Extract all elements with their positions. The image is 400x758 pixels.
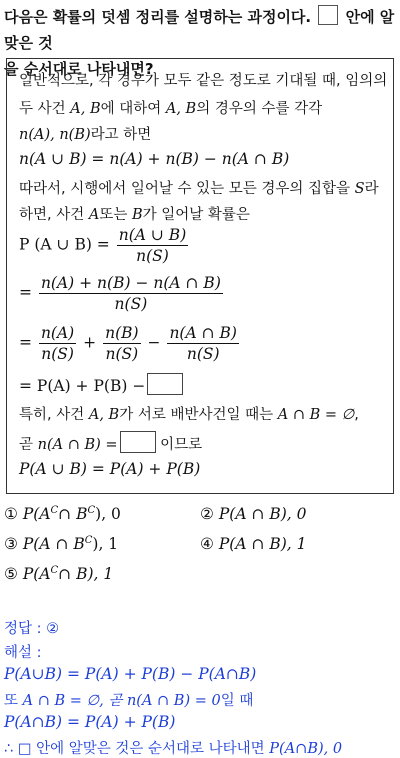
question-line1-a: 다음은 확률의 덧셈 정리를 설명하는 과정이다. bbox=[4, 8, 312, 26]
choice-4[interactable]: ④ P(A ∩ B), 1 bbox=[200, 535, 307, 553]
box-line-13: P(A ∪ B) = P(A) + P(B) bbox=[19, 460, 201, 478]
explanation-label: 해설 : bbox=[4, 645, 42, 661]
answer-label: 정답 : ② bbox=[4, 621, 60, 637]
blank-box-1 bbox=[147, 373, 183, 395]
box-line-1: 일반적으로, 각 경우가 모두 같은 정도로 기대될 때, 임의의 bbox=[19, 73, 388, 89]
box-line-3: n(A), n(B)라고 하면 bbox=[19, 127, 152, 143]
explanation-line-2: 또 A ∩ B = ∅, 곧 n(A ∩ B) = 0일 때 bbox=[4, 693, 254, 709]
question-line1-b: 안에 알맞은 것 bbox=[4, 8, 395, 52]
question-line2: 을 순서대로 나타내면? bbox=[4, 60, 154, 78]
box-line-8: = $\frac{n(A) + n(B) - n(A \cap B)}{n(S)}$ bbox=[19, 274, 221, 313]
choice-2[interactable]: ② P(A ∩ B), 0 bbox=[200, 505, 307, 523]
explanation-line-3: P(A∩B) = P(A) + P(B) bbox=[4, 713, 176, 731]
box-line-6: 하면, 사건 A또는 B가 일어날 확률은 bbox=[19, 207, 250, 223]
blank-box-icon bbox=[318, 5, 338, 25]
box-line-11: 특히, 사건 A, B가 서로 배반사건일 때는 A ∩ B = ∅, bbox=[19, 407, 359, 423]
box-line-12: 곧 n(A ∩ B) = 이므로 bbox=[19, 431, 202, 454]
box-line-5: 따라서, 시행에서 일어날 수 있는 모든 경우의 집합을 S라 bbox=[19, 181, 379, 197]
choice-3[interactable]: ③ P(A ∩ $B^C$), 1 bbox=[4, 535, 119, 554]
box-line-7: P (A ∪ B) = $\frac{n(A \cup B)}{n(S)}$ bbox=[19, 226, 187, 265]
box-line-4: n(A ∪ B) = n(A) + n(B) − n(A ∩ B) bbox=[19, 150, 290, 168]
choice-1[interactable]: ① $P(A^C\cap$ $B^C$), 0 bbox=[4, 505, 121, 524]
choice-5[interactable]: ⑤ $P(A^C\cap$ B), 1 bbox=[4, 565, 114, 584]
blank-box-2 bbox=[120, 431, 156, 453]
box-line-2: 두 사건 A, B에 대하여 A, B의 경우의 수를 각각 bbox=[19, 101, 323, 117]
box-line-10: = P(A) + P(B) − bbox=[19, 373, 183, 395]
explanation-line-4: ∴ □ 안에 알맞은 것은 순서대로 나타내면 P(A∩B), 0 bbox=[4, 741, 343, 757]
box-line-9: = $\frac{n(A)}{n(S)}$ + $\frac{n(B)}{n(S)}$ − $\frac{n(A \cap B)}{n(S)}$ bbox=[19, 324, 237, 363]
explanation-line-1: P(A∪B) = P(A) + P(B) − P(A∩B) bbox=[4, 665, 257, 683]
derivation-box bbox=[6, 58, 394, 494]
